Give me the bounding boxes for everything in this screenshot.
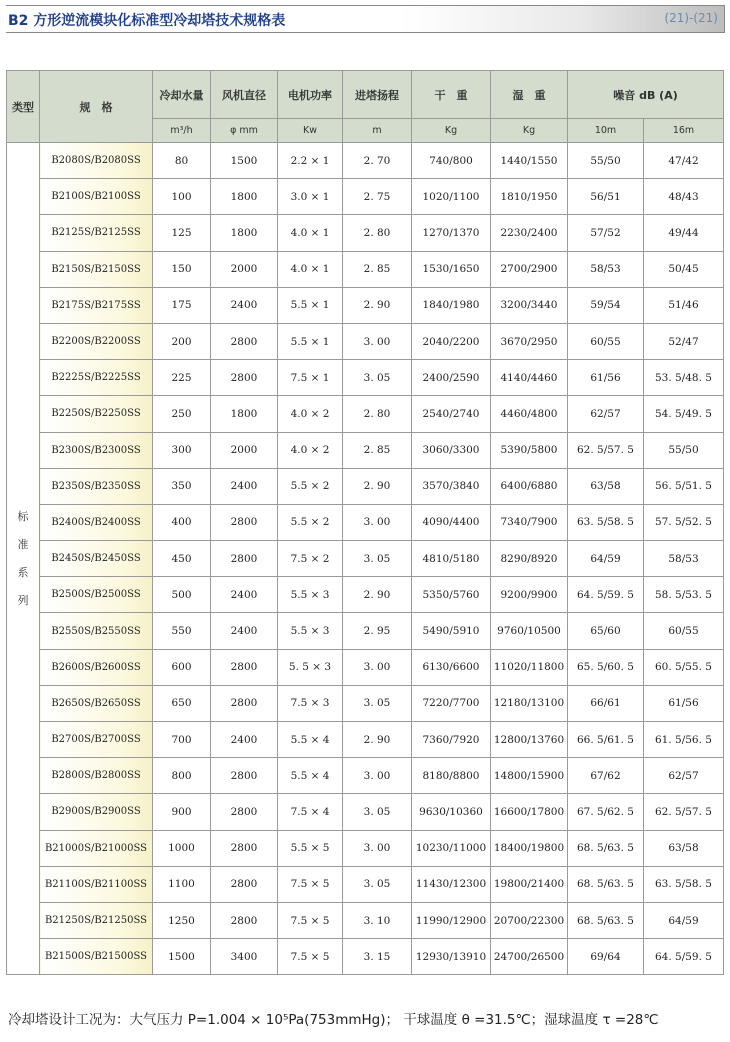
table-row xyxy=(7,251,724,287)
cell-noise-16m: 64. 5/59. 5 xyxy=(644,939,724,975)
table-body xyxy=(7,143,724,975)
cell-flow: 800 xyxy=(153,758,211,794)
cell-head: 3. 00 xyxy=(343,758,412,794)
cell-power: 7.5 × 5 xyxy=(278,902,343,938)
cell-noise-16m: 57. 5/52. 5 xyxy=(644,504,724,540)
unit-noise-16m: 16m xyxy=(644,119,724,143)
cell-fan: 2800 xyxy=(211,649,278,685)
cell-wet-weight: 12180/13100 xyxy=(491,685,568,721)
cell-flow: 550 xyxy=(153,613,211,649)
cell-head: 3. 00 xyxy=(343,830,412,866)
table-row xyxy=(7,830,724,866)
cell-noise-10m: 61/56 xyxy=(568,360,644,396)
cell-model: B2300S/B2300SS xyxy=(40,432,153,468)
cell-noise-16m: 56. 5/51. 5 xyxy=(644,468,724,504)
cell-model: B2100S/B2100SS xyxy=(40,179,153,215)
table-row xyxy=(7,685,724,721)
cell-head: 2. 70 xyxy=(343,143,412,179)
cell-noise-10m: 62/57 xyxy=(568,396,644,432)
cell-fan: 2400 xyxy=(211,722,278,758)
cell-fan: 2800 xyxy=(211,685,278,721)
header-head: 进塔扬程 xyxy=(343,71,412,119)
cell-noise-10m: 68. 5/63. 5 xyxy=(568,866,644,902)
cell-wet-weight: 2700/2900 xyxy=(491,251,568,287)
cell-fan: 2800 xyxy=(211,758,278,794)
cell-wet-weight: 6400/6880 xyxy=(491,468,568,504)
cell-flow: 125 xyxy=(153,215,211,251)
cell-wet-weight: 7340/7900 xyxy=(491,504,568,540)
cell-head: 2. 85 xyxy=(343,251,412,287)
cell-power: 7.5 × 5 xyxy=(278,866,343,902)
cell-flow: 250 xyxy=(153,396,211,432)
cell-power: 2.2 × 1 xyxy=(278,143,343,179)
cell-flow: 80 xyxy=(153,143,211,179)
unit-wet: Kg xyxy=(491,119,568,143)
cell-flow: 300 xyxy=(153,432,211,468)
table-row xyxy=(7,396,724,432)
table-row xyxy=(7,179,724,215)
cell-model: B2800S/B2800SS xyxy=(40,758,153,794)
cell-dry-weight: 5490/5910 xyxy=(412,613,491,649)
cell-head: 2. 85 xyxy=(343,432,412,468)
cell-flow: 200 xyxy=(153,323,211,359)
cell-dry-weight: 740/800 xyxy=(412,143,491,179)
cell-noise-10m: 62. 5/57. 5 xyxy=(568,432,644,468)
cell-model: B2400S/B2400SS xyxy=(40,504,153,540)
cell-power: 7.5 × 4 xyxy=(278,794,343,830)
cell-head: 3. 10 xyxy=(343,902,412,938)
cell-model: B21500S/B21500SS xyxy=(40,939,153,975)
cell-noise-10m: 66. 5/61. 5 xyxy=(568,722,644,758)
header-fan: 风机直径 xyxy=(211,71,278,119)
cell-noise-16m: 63/58 xyxy=(644,830,724,866)
cell-flow: 700 xyxy=(153,722,211,758)
cell-fan: 2400 xyxy=(211,287,278,323)
cell-power: 5.5 × 4 xyxy=(278,722,343,758)
cell-power: 5.5 × 2 xyxy=(278,468,343,504)
cell-dry-weight: 5350/5760 xyxy=(412,577,491,613)
cell-wet-weight: 1440/1550 xyxy=(491,143,568,179)
cell-head: 2. 90 xyxy=(343,577,412,613)
cell-noise-16m: 47/42 xyxy=(644,143,724,179)
table-row xyxy=(7,613,724,649)
cell-flow: 100 xyxy=(153,179,211,215)
table-row xyxy=(7,758,724,794)
table-header xyxy=(7,71,724,143)
cell-power: 4.0 × 1 xyxy=(278,251,343,287)
table-row xyxy=(7,143,724,179)
table-row xyxy=(7,360,724,396)
cell-head: 2. 75 xyxy=(343,179,412,215)
cell-model: B2700S/B2700SS xyxy=(40,722,153,758)
cell-noise-16m: 48/43 xyxy=(644,179,724,215)
cell-noise-10m: 68. 5/63. 5 xyxy=(568,830,644,866)
cell-noise-10m: 69/64 xyxy=(568,939,644,975)
table-row xyxy=(7,287,724,323)
cell-noise-16m: 54. 5/49. 5 xyxy=(644,396,724,432)
cell-fan: 2800 xyxy=(211,504,278,540)
cell-wet-weight: 24700/26500 xyxy=(491,939,568,975)
cell-head: 3. 05 xyxy=(343,685,412,721)
cell-model: B2450S/B2450SS xyxy=(40,541,153,577)
cell-power: 5.5 × 4 xyxy=(278,758,343,794)
cell-noise-10m: 59/54 xyxy=(568,287,644,323)
cell-head: 3. 05 xyxy=(343,360,412,396)
design-conditions-note: 冷却塔设计工况为：大气压力 P=1.004 × 10⁵Pa(753mmHg)； 干球温度 θ =31.5℃；湿球温度 τ =28℃ xyxy=(8,1012,659,1028)
cell-dry-weight: 1530/1650 xyxy=(412,251,491,287)
cell-power: 7.5 × 5 xyxy=(278,939,343,975)
cell-power: 5.5 × 5 xyxy=(278,830,343,866)
cell-power: 7.5 × 3 xyxy=(278,685,343,721)
unit-head: m xyxy=(343,119,412,143)
cell-noise-16m: 55/50 xyxy=(644,432,724,468)
page-reference: (21)-(21) xyxy=(664,11,718,25)
cell-model: B2150S/B2150SS xyxy=(40,251,153,287)
cell-fan: 2800 xyxy=(211,866,278,902)
cell-fan: 1800 xyxy=(211,215,278,251)
cell-noise-10m: 55/50 xyxy=(568,143,644,179)
cell-model: B2175S/B2175SS xyxy=(40,287,153,323)
cell-model: B2225S/B2225SS xyxy=(40,360,153,396)
cell-fan: 1800 xyxy=(211,396,278,432)
cell-dry-weight: 3570/3840 xyxy=(412,468,491,504)
cell-fan: 2800 xyxy=(211,360,278,396)
cell-dry-weight: 2400/2590 xyxy=(412,360,491,396)
page-title: B2 方形逆流模块化标准型冷却塔技术规格表 xyxy=(8,13,286,29)
cell-flow: 450 xyxy=(153,541,211,577)
cell-fan: 1500 xyxy=(211,143,278,179)
cell-power: 4.0 × 1 xyxy=(278,215,343,251)
cell-model: B2080S/B2080SS xyxy=(40,143,153,179)
cell-dry-weight: 7360/7920 xyxy=(412,722,491,758)
cell-noise-16m: 50/45 xyxy=(644,251,724,287)
table-row xyxy=(7,541,724,577)
cell-power: 5.5 × 3 xyxy=(278,577,343,613)
cell-dry-weight: 11430/12300 xyxy=(412,866,491,902)
cell-noise-10m: 67. 5/62. 5 xyxy=(568,794,644,830)
cell-noise-10m: 65. 5/60. 5 xyxy=(568,649,644,685)
cell-wet-weight: 11020/11800 xyxy=(491,649,568,685)
cell-fan: 2800 xyxy=(211,902,278,938)
cell-noise-16m: 58. 5/53. 5 xyxy=(644,577,724,613)
unit-dry: Kg xyxy=(412,119,491,143)
cell-fan: 2800 xyxy=(211,323,278,359)
cell-noise-16m: 61. 5/56. 5 xyxy=(644,722,724,758)
cell-wet-weight: 3670/2950 xyxy=(491,323,568,359)
cell-dry-weight: 2040/2200 xyxy=(412,323,491,359)
cell-power: 5.5 × 2 xyxy=(278,504,343,540)
cell-flow: 1000 xyxy=(153,830,211,866)
cell-head: 3. 15 xyxy=(343,939,412,975)
cell-dry-weight: 6130/6600 xyxy=(412,649,491,685)
cell-dry-weight: 4090/4400 xyxy=(412,504,491,540)
cell-model: B21100S/B21100SS xyxy=(40,866,153,902)
cell-fan: 1800 xyxy=(211,179,278,215)
cell-wet-weight: 5390/5800 xyxy=(491,432,568,468)
cell-flow: 175 xyxy=(153,287,211,323)
cell-flow: 1100 xyxy=(153,866,211,902)
table-row xyxy=(7,504,724,540)
cell-model: B2250S/B2250SS xyxy=(40,396,153,432)
cell-flow: 150 xyxy=(153,251,211,287)
cell-head: 2. 90 xyxy=(343,468,412,504)
cell-wet-weight: 19800/21400 xyxy=(491,866,568,902)
table-row xyxy=(7,794,724,830)
cell-noise-10m: 63. 5/58. 5 xyxy=(568,504,644,540)
header-power: 电机功率 xyxy=(278,71,343,119)
cell-wet-weight: 14800/15900 xyxy=(491,758,568,794)
cell-flow: 350 xyxy=(153,468,211,504)
cell-head: 3. 05 xyxy=(343,541,412,577)
table-row xyxy=(7,323,724,359)
header-spec: 规 格 xyxy=(40,71,153,143)
table-row xyxy=(7,577,724,613)
cell-dry-weight: 11990/12900 xyxy=(412,902,491,938)
cell-noise-10m: 57/52 xyxy=(568,215,644,251)
table-row xyxy=(7,649,724,685)
cell-dry-weight: 2540/2740 xyxy=(412,396,491,432)
cell-wet-weight: 12800/13760 xyxy=(491,722,568,758)
cell-model: B2600S/B2600SS xyxy=(40,649,153,685)
cell-flow: 650 xyxy=(153,685,211,721)
cell-model: B2650S/B2650SS xyxy=(40,685,153,721)
cell-dry-weight: 9630/10360 xyxy=(412,794,491,830)
cell-flow: 900 xyxy=(153,794,211,830)
cell-head: 2. 95 xyxy=(343,613,412,649)
table-row xyxy=(7,866,724,902)
cell-fan: 2400 xyxy=(211,613,278,649)
cell-power: 5.5 × 3 xyxy=(278,613,343,649)
table-row xyxy=(7,722,724,758)
cell-model: B2350S/B2350SS xyxy=(40,468,153,504)
cell-noise-10m: 60/55 xyxy=(568,323,644,359)
cell-dry-weight: 4810/5180 xyxy=(412,541,491,577)
cell-fan: 2800 xyxy=(211,830,278,866)
unit-flow: m³/h xyxy=(153,119,211,143)
cell-wet-weight: 4460/4800 xyxy=(491,396,568,432)
cell-dry-weight: 1020/1100 xyxy=(412,179,491,215)
cell-dry-weight: 8180/8800 xyxy=(412,758,491,794)
cell-wet-weight: 20700/22300 xyxy=(491,902,568,938)
cell-noise-10m: 64/59 xyxy=(568,541,644,577)
cell-model: B2550S/B2550SS xyxy=(40,613,153,649)
cell-power: 5.5 × 1 xyxy=(278,323,343,359)
cell-noise-10m: 68. 5/63. 5 xyxy=(568,902,644,938)
cell-wet-weight: 9760/10500 xyxy=(491,613,568,649)
header-type: 类型 xyxy=(7,71,40,143)
cell-noise-10m: 63/58 xyxy=(568,468,644,504)
cell-power: 7.5 × 1 xyxy=(278,360,343,396)
cell-noise-16m: 53. 5/48. 5 xyxy=(644,360,724,396)
cell-wet-weight: 9200/9900 xyxy=(491,577,568,613)
cell-fan: 2400 xyxy=(211,577,278,613)
table-row xyxy=(7,902,724,938)
cell-noise-16m: 52/47 xyxy=(644,323,724,359)
cell-power: 5.5 × 1 xyxy=(278,287,343,323)
cell-model: B21000S/B21000SS xyxy=(40,830,153,866)
unit-fan: φ mm xyxy=(211,119,278,143)
cell-noise-16m: 64/59 xyxy=(644,902,724,938)
cell-noise-10m: 56/51 xyxy=(568,179,644,215)
unit-power: Kw xyxy=(278,119,343,143)
cell-wet-weight: 4140/4460 xyxy=(491,360,568,396)
cell-noise-16m: 60. 5/55. 5 xyxy=(644,649,724,685)
cell-fan: 2800 xyxy=(211,794,278,830)
cell-flow: 1500 xyxy=(153,939,211,975)
cell-head: 3. 00 xyxy=(343,649,412,685)
cell-model: B2900S/B2900SS xyxy=(40,794,153,830)
cell-noise-10m: 58/53 xyxy=(568,251,644,287)
cell-dry-weight: 10230/11000 xyxy=(412,830,491,866)
cell-flow: 500 xyxy=(153,577,211,613)
cell-power: 7.5 × 2 xyxy=(278,541,343,577)
cell-flow: 225 xyxy=(153,360,211,396)
cell-flow: 1250 xyxy=(153,902,211,938)
cell-fan: 3400 xyxy=(211,939,278,975)
cell-dry-weight: 3060/3300 xyxy=(412,432,491,468)
cell-head: 2. 80 xyxy=(343,215,412,251)
table-row xyxy=(7,215,724,251)
series-label: 标 准 系 列 xyxy=(7,143,40,975)
cell-dry-weight: 12930/13910 xyxy=(412,939,491,975)
unit-noise-10m: 10m xyxy=(568,119,644,143)
table-row xyxy=(7,432,724,468)
cell-wet-weight: 18400/19800 xyxy=(491,830,568,866)
cell-wet-weight: 3200/3440 xyxy=(491,287,568,323)
cell-head: 3. 00 xyxy=(343,323,412,359)
cell-noise-16m: 61/56 xyxy=(644,685,724,721)
cell-noise-10m: 64. 5/59. 5 xyxy=(568,577,644,613)
cell-dry-weight: 1840/1980 xyxy=(412,287,491,323)
cell-head: 2. 90 xyxy=(343,722,412,758)
cell-noise-10m: 67/62 xyxy=(568,758,644,794)
cell-head: 3. 00 xyxy=(343,504,412,540)
cell-flow: 400 xyxy=(153,504,211,540)
title-bar xyxy=(6,5,725,33)
cell-power: 3.0 × 1 xyxy=(278,179,343,215)
cell-fan: 2000 xyxy=(211,251,278,287)
cell-model: B21250S/B21250SS xyxy=(40,902,153,938)
header-dry-weight: 干 重 xyxy=(412,71,491,119)
cell-noise-16m: 62/57 xyxy=(644,758,724,794)
header-flow: 冷却水量 xyxy=(153,71,211,119)
table-row xyxy=(7,939,724,975)
header-wet-weight: 湿 重 xyxy=(491,71,568,119)
cell-head: 2. 90 xyxy=(343,287,412,323)
cell-wet-weight: 1810/1950 xyxy=(491,179,568,215)
cell-head: 3. 05 xyxy=(343,794,412,830)
cell-dry-weight: 1270/1370 xyxy=(412,215,491,251)
cell-noise-10m: 65/60 xyxy=(568,613,644,649)
cell-power: 4.0 × 2 xyxy=(278,396,343,432)
cell-model: B2200S/B2200SS xyxy=(40,323,153,359)
cell-power: 4.0 × 2 xyxy=(278,432,343,468)
cell-model: B2125S/B2125SS xyxy=(40,215,153,251)
cell-fan: 2000 xyxy=(211,432,278,468)
cell-head: 3. 05 xyxy=(343,866,412,902)
cell-wet-weight: 16600/17800 xyxy=(491,794,568,830)
table-row xyxy=(7,468,724,504)
cell-noise-16m: 51/46 xyxy=(644,287,724,323)
cell-dry-weight: 7220/7700 xyxy=(412,685,491,721)
cell-power: 5. 5 × 3 xyxy=(278,649,343,685)
spec-table xyxy=(6,70,724,975)
cell-noise-16m: 58/53 xyxy=(644,541,724,577)
cell-model: B2500S/B2500SS xyxy=(40,577,153,613)
cell-fan: 2800 xyxy=(211,541,278,577)
cell-noise-16m: 60/55 xyxy=(644,613,724,649)
cell-noise-16m: 63. 5/58. 5 xyxy=(644,866,724,902)
cell-flow: 600 xyxy=(153,649,211,685)
cell-noise-10m: 66/61 xyxy=(568,685,644,721)
cell-wet-weight: 2230/2400 xyxy=(491,215,568,251)
cell-fan: 2400 xyxy=(211,468,278,504)
header-noise: 噪音 dB (A) xyxy=(568,71,724,119)
cell-head: 2. 80 xyxy=(343,396,412,432)
cell-wet-weight: 8290/8920 xyxy=(491,541,568,577)
cell-noise-16m: 62. 5/57. 5 xyxy=(644,794,724,830)
cell-noise-16m: 49/44 xyxy=(644,215,724,251)
